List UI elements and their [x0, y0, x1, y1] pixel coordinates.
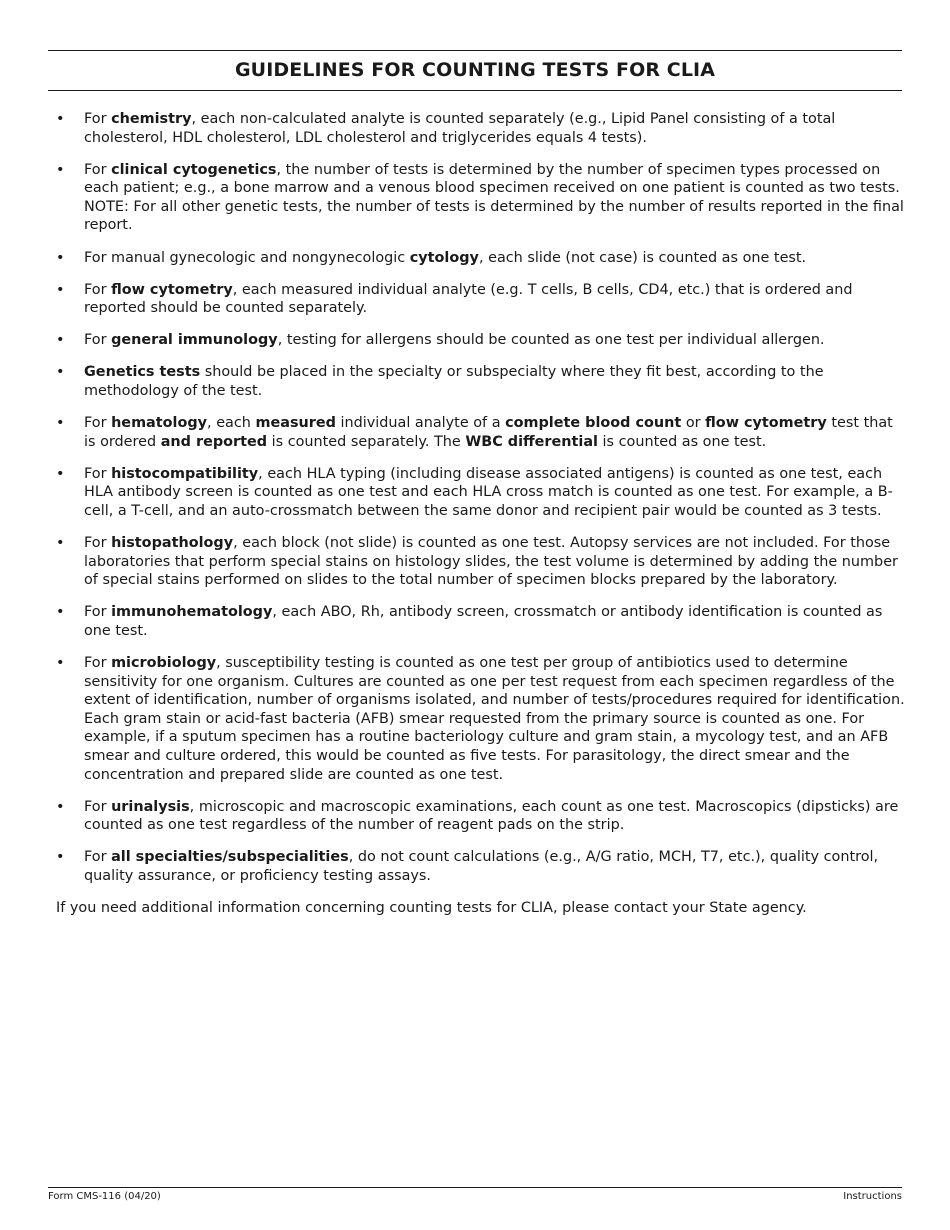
emphasis-term: measured — [255, 415, 336, 432]
bullet-icon: • — [56, 249, 65, 266]
emphasis-term: and reported — [160, 433, 268, 450]
list-item-text — [84, 162, 904, 234]
list-item — [56, 363, 906, 400]
emphasis-term: chemistry — [111, 111, 192, 127]
text-run: , each measured individual analyte (e.g. T cells, B cells, CD4, etc.) that is ordered and reported should be counted separately. — [84, 281, 853, 317]
text-run: , do not count calculations (e.g., A/G ratio, MCH, T7, etc.), quality control, quality assurance, or proficiency testing assays. — [84, 849, 879, 884]
list-item-text — [84, 799, 898, 834]
bullet-icon: • — [56, 798, 65, 815]
list-item-text — [84, 111, 835, 146]
list-item — [56, 603, 906, 640]
list-item-text — [84, 604, 882, 639]
text-run: , each — [207, 415, 256, 432]
bullet-icon: • — [56, 415, 65, 432]
text-run: For manual gynecologic and nongynecologic — [84, 249, 410, 266]
text-run: For — [84, 798, 112, 815]
text-run: For — [84, 332, 112, 349]
text-run: , each non-calculated analyte is counted separately (e.g., Lipid Panel consisting of a total cholesterol, HDL cholesterol, LDL cholesterol and triglycerides equals 4 tests). — [84, 111, 836, 146]
emphasis-term: hematology — [111, 415, 208, 432]
form-id: Form CMS-116 (04/20) — [48, 1191, 161, 1202]
list-item — [56, 848, 906, 885]
emphasis-term: Genetics tests — [84, 364, 201, 381]
bullet-icon: • — [56, 364, 65, 381]
text-run: , the number of tests is determined by the number of specimen types processed on each patient; e.g., a bone marrow and a venous blood specimen received on one patient is counted as two tests. NOTE: For all other genetic tests, the number of tests is determined by the number of results reported in the final report. — [84, 161, 904, 234]
footer-rule — [48, 1187, 902, 1188]
list-item — [56, 534, 906, 590]
text-run: For — [84, 655, 112, 672]
text-run: For — [84, 111, 112, 127]
list-item — [56, 331, 906, 350]
page-title: GUIDELINES FOR COUNTING TESTS FOR CLIA — [234, 59, 716, 81]
list-item — [56, 281, 906, 318]
text-run: should be placed in the specialty or subspecialty where they fit best, according to the methodology of the test. — [84, 364, 824, 400]
text-run: individual analyte of a — [335, 415, 506, 432]
emphasis-term: clinical cytogenetics — [111, 161, 277, 178]
list-item — [56, 654, 906, 784]
list-item-text — [84, 250, 806, 266]
closing-note: If you need additional information concerning counting tests for CLIA, please contact your State agency. — [56, 900, 807, 917]
text-run: For — [84, 415, 112, 432]
bullet-icon: • — [56, 604, 65, 621]
emphasis-term: all specialties/subspecialities — [111, 849, 349, 866]
list-item — [56, 110, 906, 147]
list-item-text — [84, 415, 893, 450]
emphasis-term: WBC differential — [465, 433, 598, 450]
text-run: , each slide (not case) is counted as one test. — [478, 249, 807, 266]
footer-section: Instructions — [843, 1191, 902, 1202]
guidelines-list — [56, 110, 906, 886]
list-item-text — [84, 364, 824, 399]
text-run: For — [84, 849, 112, 866]
emphasis-term: immunohematology — [111, 604, 273, 621]
bullet-icon: • — [56, 161, 65, 178]
list-item-text — [84, 332, 825, 348]
list-item-text — [84, 466, 893, 519]
emphasis-term: general immunology — [111, 332, 278, 349]
text-run: , each block (not slide) is counted as one test. Autopsy services are not included. For those laboratories that perform special stains on histology slides, the test volume is determined by adding the number of special stains performed on slides to the total number of specimen blocks prepared by the laboratory. — [84, 535, 898, 589]
text-run: , microscopic and macroscopic examinations, each count as one test. Macroscopics (dipsticks) are counted as one test regardless of the number of reagent pads on the strip. — [84, 798, 899, 834]
bullet-icon: • — [56, 111, 65, 127]
text-run: For — [84, 161, 112, 178]
text-run: , each HLA typing (including disease associated antigens) is counted as one test, each HLA antibody screen is counted as one test and each HLA cross match is counted as one test. For example, a B-cell, a T-cell, and an auto-crossmatch between the same donor and recipient pair would be counted as 3 tests. — [84, 465, 893, 519]
text-run: For — [84, 281, 112, 298]
guidelines-body — [56, 110, 906, 918]
list-item-text — [84, 282, 853, 317]
text-run: For — [84, 465, 112, 482]
emphasis-term: urinalysis — [111, 798, 190, 815]
bullet-icon: • — [56, 655, 65, 672]
list-item — [56, 249, 906, 268]
text-run: is counted as one test. — [597, 433, 767, 450]
list-item-text — [84, 535, 898, 588]
title-rule — [48, 90, 902, 91]
list-item-text — [84, 655, 905, 783]
emphasis-term: histocompatibility — [111, 465, 259, 482]
list-item — [56, 465, 906, 521]
bullet-icon: • — [56, 535, 65, 552]
emphasis-term: microbiology — [111, 655, 217, 672]
text-run: For — [84, 604, 112, 621]
list-item-text — [84, 849, 878, 884]
bullet-icon: • — [56, 281, 65, 298]
bullet-icon: • — [56, 332, 65, 349]
emphasis-term: histopathology — [111, 535, 234, 552]
text-run: , susceptibility testing is counted as one test per group of antibiotics used to determine sensitivity for one organism. Cultures are counted as one per test request from each specimen regardless of the extent of identification, number of organisms isolated, and number of tests/procedures required for identification. Each gram stain or acid-fast bacteria (AFB) smear requested from the primary source is counted as one. For example, if a sputum specimen has a routine bacteriology culture and gram stain, a mycology test, and an AFB smear and culture ordered, this would be counted as five tests. For parasitology, the direct smear and the concentration and prepared slide are counted as one test. — [84, 655, 905, 783]
emphasis-term: complete blood count — [505, 415, 682, 432]
text-run: For — [84, 535, 112, 552]
emphasis-term: cytology — [409, 249, 479, 266]
emphasis-term: flow cytometry — [705, 415, 827, 432]
text-run: , each ABO, Rh, antibody screen, crossmatch or antibody identification is counted as one test. — [84, 604, 883, 639]
emphasis-term: flow cytometry — [111, 281, 233, 298]
text-run: test that is ordered — [84, 415, 893, 450]
bullet-icon: • — [56, 465, 65, 482]
list-item — [56, 161, 906, 235]
list-item — [56, 798, 906, 835]
text-run: or — [681, 415, 706, 432]
text-run: is counted separately. The — [267, 433, 466, 450]
text-run: , testing for allergens should be counted as one test per individual allergen. — [277, 332, 825, 349]
list-item — [56, 414, 906, 451]
bullet-icon: • — [56, 849, 65, 866]
